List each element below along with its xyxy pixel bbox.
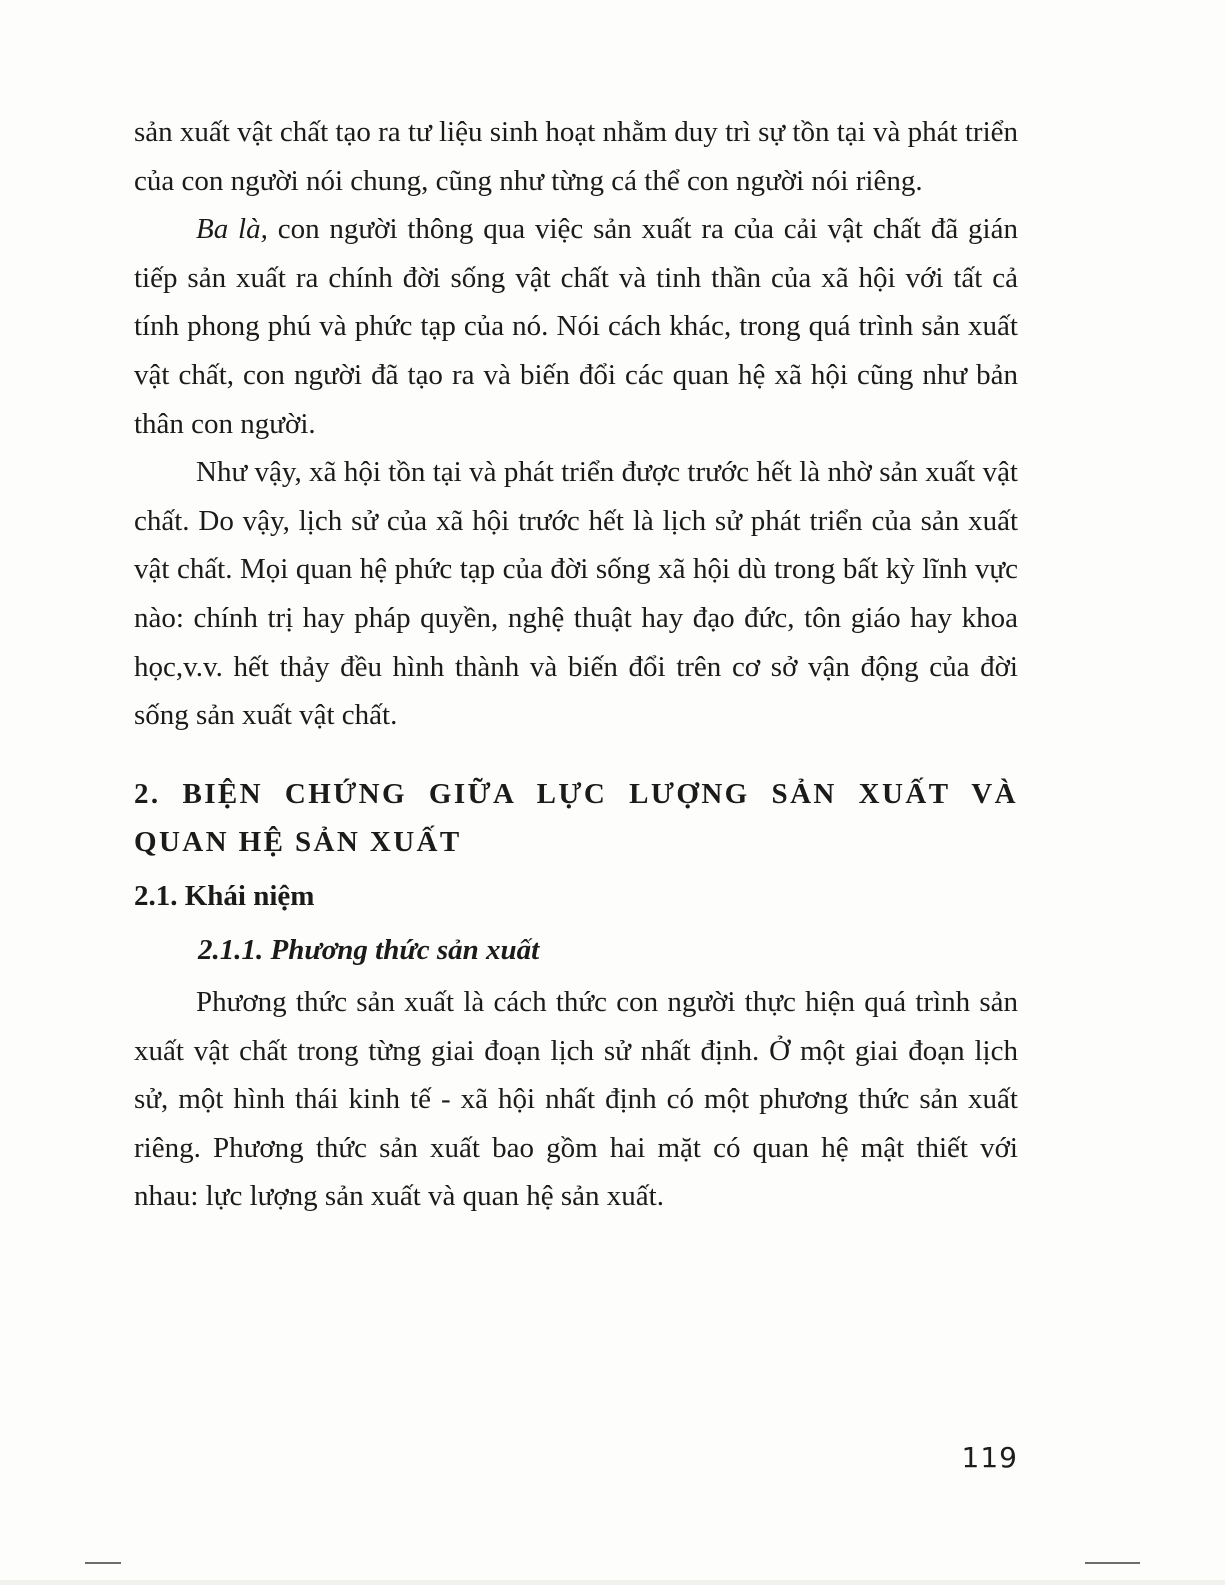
body-paragraph-4: Phương thức sản xuất là cách thức con người thực hiện quá trình sản xuất vật chất trong từng giai đoạn lịch sử nhất định. Ở một giai đoạn lịch sử, một hình thái kinh tế - xã hội nhất định có một phương thức sản xuất riêng. Phương thức sản xuất bao gồm hai mặt có quan hệ mật thiết với nhau: lực lượng sản xuất và quan hệ sản xuất. bbox=[134, 985, 1018, 1213]
page-number: 119 bbox=[961, 1441, 1018, 1474]
scan-edge-mark-right bbox=[1085, 1562, 1140, 1564]
body-paragraph-1: sản xuất vật chất tạo ra tư liệu sinh hoạt nhằm duy trì sự tồn tại và phát triển của con người nói chung, cũng như từng cá thể con người nói riêng. bbox=[134, 116, 1018, 197]
document-page bbox=[134, 108, 1018, 1221]
body-paragraph-2 bbox=[134, 205, 1018, 448]
subsubsection-heading: 2.1.1. Phương thức sản xuất bbox=[198, 933, 540, 966]
paragraph-2-text: con người thông qua việc sản xuất ra của cải vật chất đã gián tiếp sản xuất ra chính đời sống vật chất và tinh thần của xã hội với tất cả tính phong phú và phức tạp của nó. Nói cách khác, trong quá trình sản xuất vật chất, con người đã tạo ra và biến đổi các quan hệ xã hội cũng như bản thân con người. bbox=[134, 213, 1018, 440]
scan-edge-bottom bbox=[0, 1580, 1225, 1585]
paragraph-lead-italic: Ba là, bbox=[196, 213, 268, 246]
scan-edge-mark-left bbox=[85, 1562, 121, 1564]
subsection-heading: 2.1. Khái niệm bbox=[134, 879, 315, 912]
body-paragraph-3: Như vậy, xã hội tồn tại và phát triển được trước hết là nhờ sản xuất vật chất. Do vậy, lịch sử của xã hội trước hết là lịch sử phát triển của sản xuất vật chất. Mọi quan hệ phức tạp của đời sống xã hội dù trong bất kỳ lĩnh vực nào: chính trị hay pháp quyền, nghệ thuật hay đạo đức, tôn giáo hay khoa học,v.v. hết thảy đều hình thành và biến đổi trên cơ sở vận động của đời sống sản xuất vật chất. bbox=[134, 456, 1018, 732]
section-heading: 2. BIỆN CHỨNG GIỮA LỰC LƯỢNG SẢN XUẤT VÀ QUAN HỆ SẢN XUẤT bbox=[134, 777, 1018, 859]
